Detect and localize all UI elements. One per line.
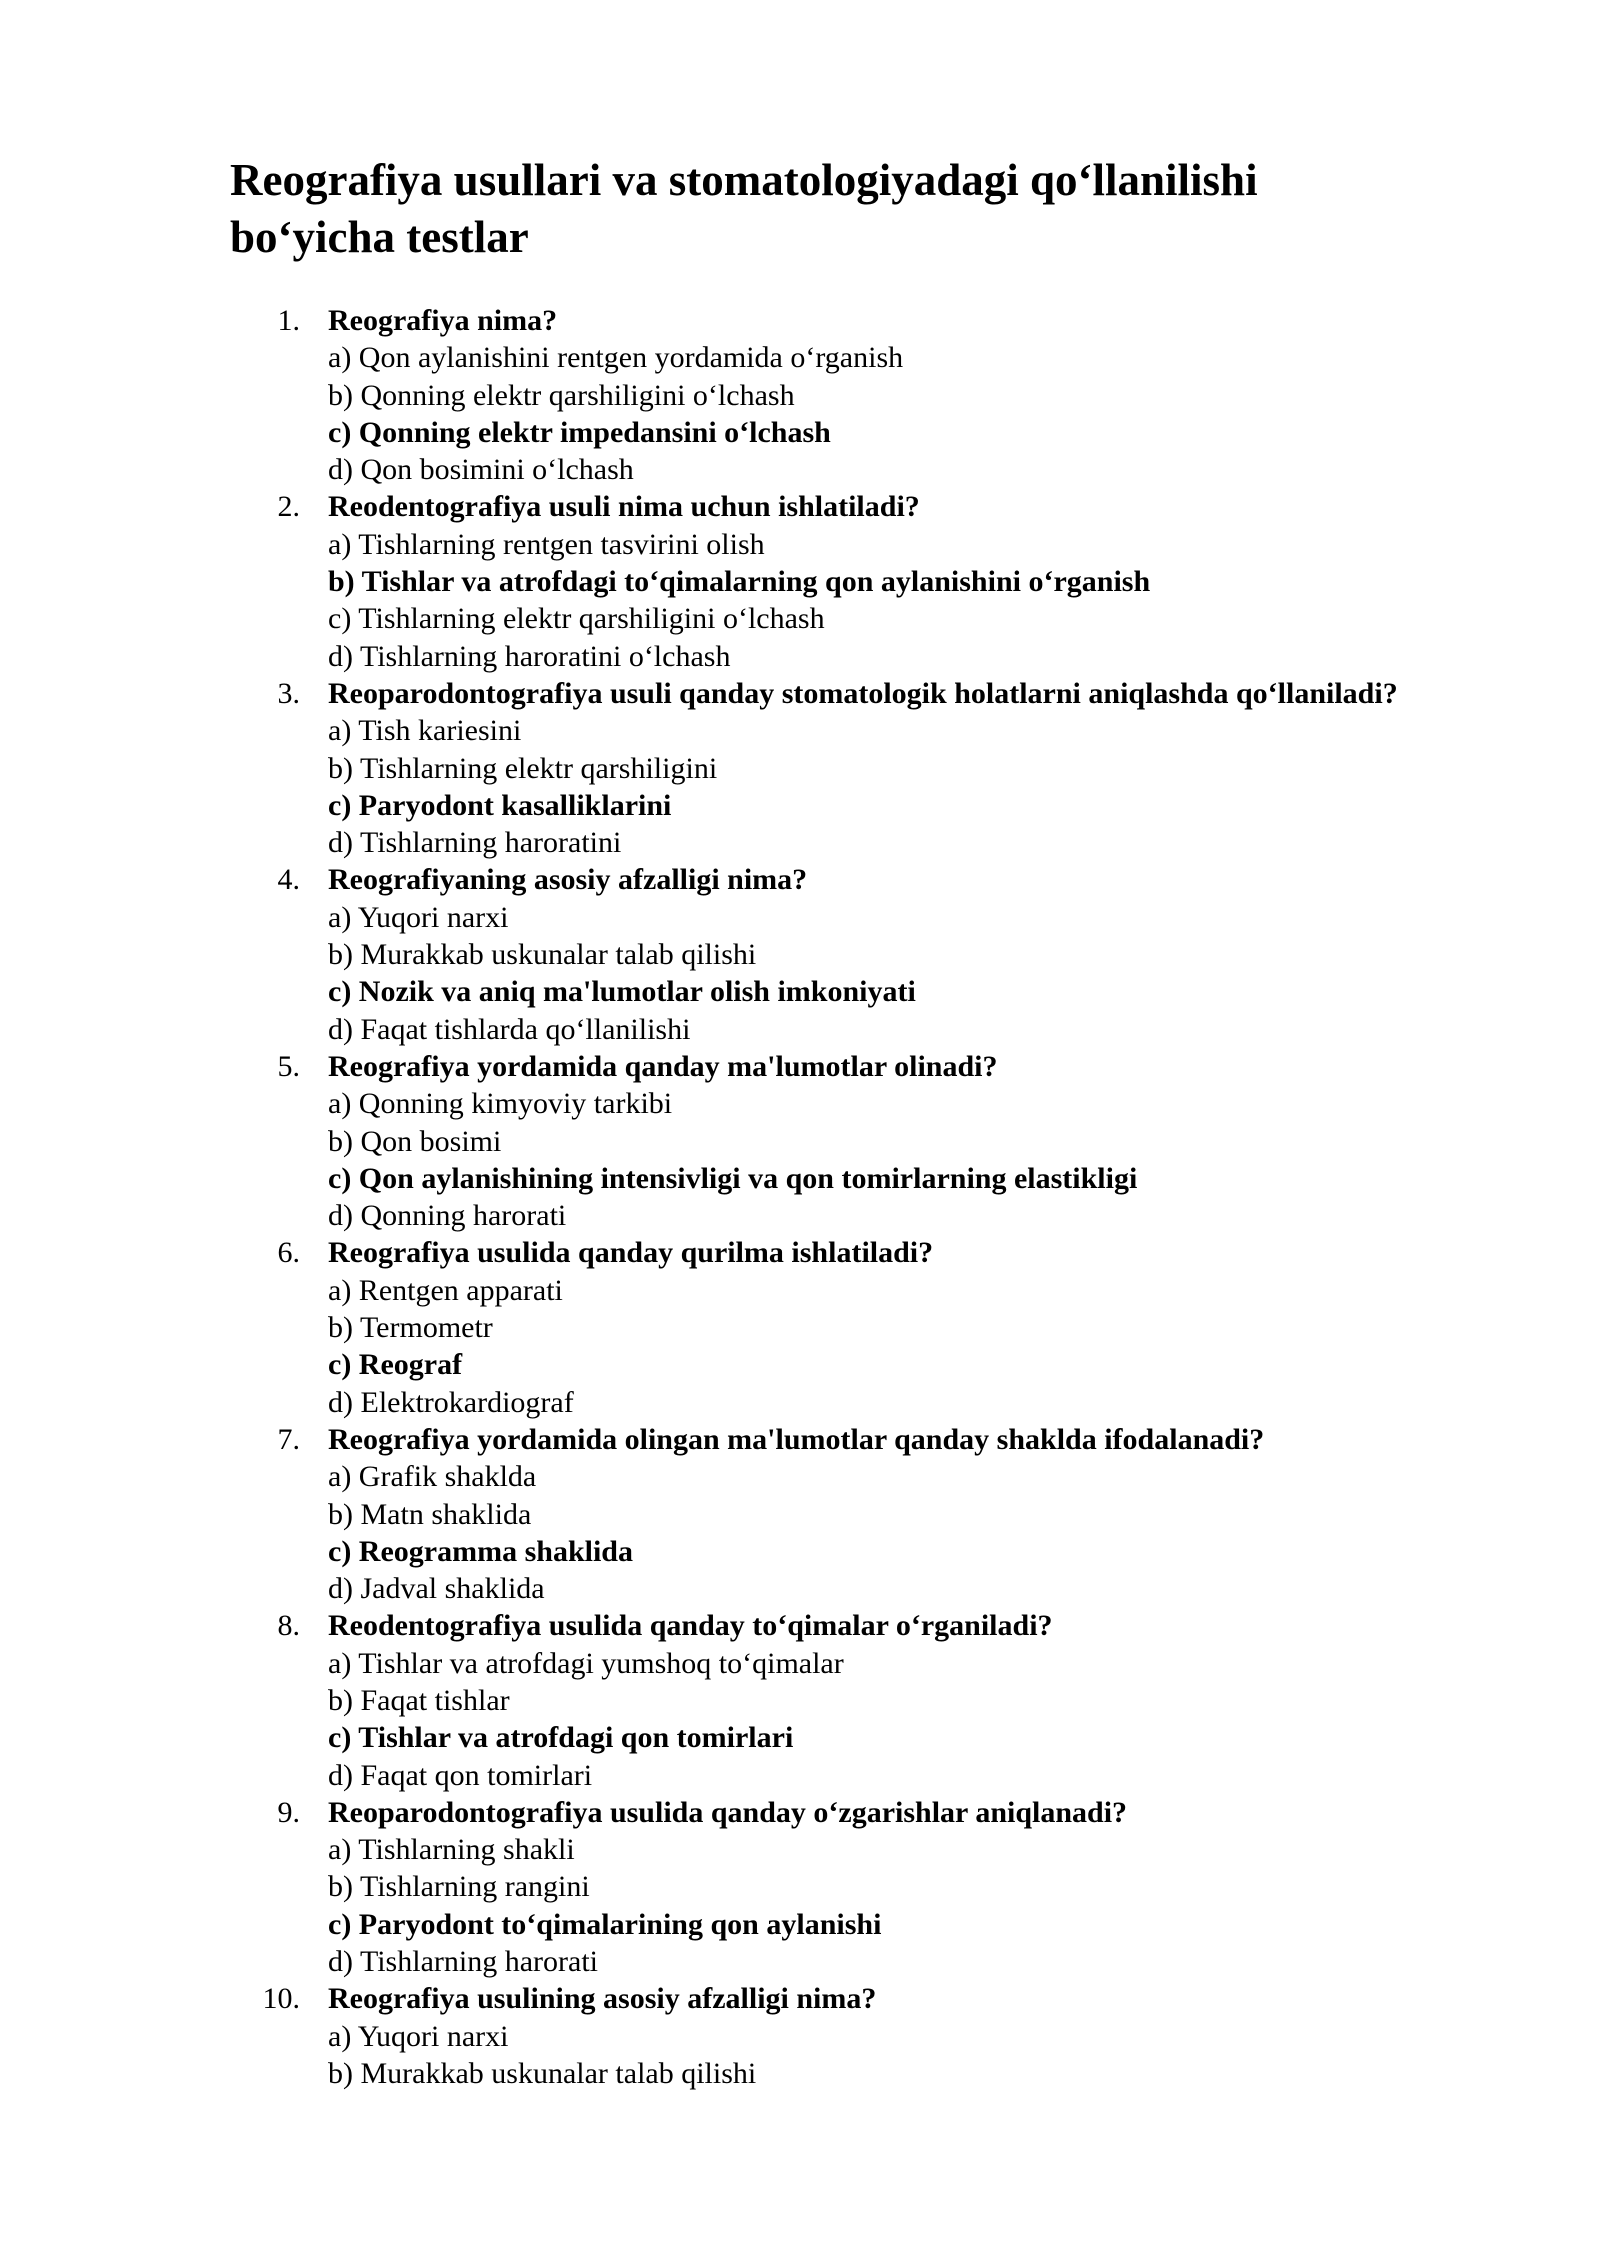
question-text: Reografiya usulida qanday qurilma ishlatiladi?: [328, 1236, 934, 1270]
question-item: [230, 675, 1530, 861]
answer-option: a) Tishlar va atrofdagi yumshoq to‘qimalar: [328, 1646, 844, 1680]
answer-option: b) Murakkab uskunalar talab qilishi: [328, 2056, 757, 2090]
question-item: [230, 1794, 1530, 1980]
answer-option: a) Qonning kimyoviy tarkibi: [328, 1087, 673, 1121]
answer-option-correct: b) Tishlar va atrofdagi to‘qimalarning qon aylanishini o‘rganish: [328, 565, 1151, 599]
answer-option: b) Tishlarning rangini: [328, 1870, 590, 1904]
question-item: [230, 302, 1530, 488]
answer-option: b) Qon bosimi: [328, 1124, 502, 1158]
answer-option: d) Faqat tishlarda qo‘llanilishi: [328, 1012, 691, 1046]
answer-option-correct: c) Nozik va aniq ma'lumotlar olish imkoniyati: [328, 975, 916, 1009]
question-text: Reografiyaning asosiy afzalligi nima?: [328, 863, 808, 897]
answer-option: a) Yuqori narxi: [328, 2019, 509, 2053]
question-number: 6.: [277, 1236, 300, 1270]
answer-option: b) Qonning elektr qarshiligini o‘lchash: [328, 378, 795, 412]
answer-option: a) Grafik shaklda: [328, 1460, 537, 1494]
answer-option-correct: c) Tishlar va atrofdagi qon tomirlari: [328, 1721, 794, 1755]
question-text: Reografiya yordamida qanday ma'lumotlar olinadi?: [328, 1049, 998, 1083]
answer-option: d) Faqat qon tomirlari: [328, 1758, 593, 1792]
question-item: [230, 1234, 1530, 1420]
question-item: [230, 1980, 1530, 2092]
answer-option-correct: c) Paryodont kasalliklarini: [328, 788, 672, 822]
answer-option: d) Qonning harorati: [328, 1199, 567, 1233]
answer-option: d) Tishlarning haroratini o‘lchash: [328, 639, 731, 673]
question-text: Reografiya yordamida olingan ma'lumotlar qanday shaklda ifodalanadi?: [328, 1422, 1265, 1456]
answer-option: a) Rentgen apparati: [328, 1273, 563, 1307]
question-number: 3.: [277, 676, 300, 710]
answer-option: d) Tishlarning haroratini: [328, 826, 622, 860]
page-title: Reografiya usullari va stomatologiyadagi qo‘llanilishi bo‘yicha testlar: [230, 155, 1258, 262]
answer-option: b) Matn shaklida: [328, 1497, 532, 1531]
answer-option: a) Qon aylanishini rentgen yordamida o‘rganish: [328, 341, 904, 375]
question-number: 5.: [277, 1049, 300, 1083]
question-number: 7.: [277, 1422, 300, 1456]
answer-option: d) Tishlarning harorati: [328, 1945, 598, 1979]
question-item: [230, 488, 1530, 674]
question-list: [230, 302, 1530, 2092]
question-text: Reodentografiya usuli nima uchun ishlatiladi?: [328, 490, 920, 524]
question-number: 10.: [262, 1982, 300, 2016]
question-number: 9.: [277, 1795, 300, 1829]
answer-option: b) Murakkab uskunalar talab qilishi: [328, 938, 757, 972]
question-number: 1.: [277, 304, 300, 337]
answer-option: a) Yuqori narxi: [328, 900, 509, 934]
answer-option: a) Tishlarning shakli: [328, 1833, 575, 1867]
answer-option: d) Elektrokardiograf: [328, 1385, 574, 1419]
question-text: Reografiya nima?: [328, 304, 558, 337]
question-text: Reodentografiya usulida qanday to‘qimalar o‘rganiladi?: [328, 1609, 1053, 1643]
question-item: [230, 1607, 1530, 1793]
answer-option: b) Faqat tishlar: [328, 1683, 510, 1717]
answer-option: b) Termometr: [328, 1311, 493, 1345]
question-item: [230, 1048, 1530, 1234]
answer-option-correct: c) Reogramma shaklida: [328, 1534, 633, 1568]
answer-option-correct: c) Qonning elektr impedansini o‘lchash: [328, 415, 831, 449]
answer-option: a) Tishlarning rentgen tasvirini olish: [328, 527, 765, 561]
question-item: [230, 1421, 1530, 1607]
question-item: [230, 861, 1530, 1047]
answer-option-correct: c) Qon aylanishining intensivligi va qon tomirlarning elastikligi: [328, 1161, 1138, 1195]
question-text: Reoparodontografiya usulida qanday o‘zgarishlar aniqlanadi?: [328, 1795, 1128, 1829]
question-number: 2.: [277, 490, 300, 524]
answer-option: d) Jadval shaklida: [328, 1572, 545, 1606]
question-number: 4.: [277, 863, 300, 897]
answer-option-correct: c) Paryodont to‘qimalarining qon aylanishi: [328, 1907, 882, 1941]
answer-option: b) Tishlarning elektr qarshiligini: [328, 751, 718, 785]
question-text: Reoparodontografiya usuli qanday stomatologik holatlarni aniqlashda qo‘llaniladi?: [328, 676, 1398, 710]
answer-option: d) Qon bosimini o‘lchash: [328, 453, 634, 487]
question-number: 8.: [277, 1609, 300, 1643]
question-text: Reografiya usulining asosiy afzalligi nima?: [328, 1982, 877, 2016]
answer-option: c) Tishlarning elektr qarshiligini o‘lchash: [328, 602, 825, 636]
answer-option: a) Tish kariesini: [328, 714, 522, 748]
answer-option-correct: c) Reograf: [328, 1348, 463, 1382]
